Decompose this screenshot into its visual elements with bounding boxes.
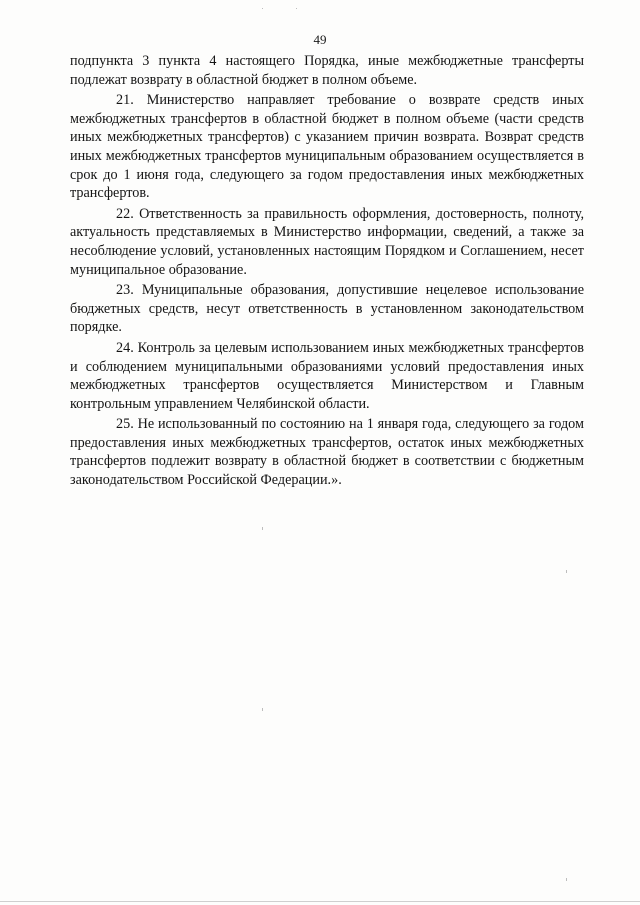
scan-speck: [262, 8, 263, 9]
scan-speck: [566, 570, 567, 573]
paragraph-continuation: подпункта 3 пункта 4 настоящего Порядка, иные межбюджетные трансферты подлежат возврату в областной бюджет в полном объеме.: [70, 53, 584, 88]
paragraph-24: 24. Контроль за целевым использованием иных межбюджетных трансфертов и соблюдением муниципальными образованиями условий предоставления иных межбюджетных трансфертов осуществляется Министерством и Главным контрольным управлением Челябинской области.: [70, 339, 584, 412]
page-number: 49: [313, 32, 327, 47]
scan-edge: [0, 901, 640, 902]
document-body: [70, 52, 584, 492]
paragraph-21: 21. Министерство направляет требование о возврате средств иных межбюджетных трансфертов в областной бюджет в полном объеме (части средств иных межбюджетных трансфертов) с указанием причин возврата. Возврат средств иных межбюджетных трансфертов муниципальным образованием осуществляется в срок до 1 июня года, следующего за годом предоставления иных межбюджетных трансфертов.: [70, 92, 584, 202]
scan-speck: [262, 708, 263, 711]
paragraph-25: 25. Не использованный по состоянию на 1 января года, следующего за годом предоставления иных межбюджетных трансфертов, остаток иных межбюджетных трансфертов подлежит возврату в областной бюджет в соответствии с бюджетным законодательством Российской Федерации.».: [70, 416, 584, 489]
scan-speck: [566, 878, 567, 881]
scan-speck: [296, 8, 297, 9]
paragraph-23: 23. Муниципальные образования, допустившие нецелевое использование бюджетных средств, несут ответственность в установленном законодательством порядке.: [70, 282, 584, 336]
scan-speck: [262, 527, 263, 530]
paragraph-22: 22. Ответственность за правильность оформления, достоверность, полноту, актуальность представляемых в Министерство информации, сведений, а также за несоблюдение условий, установленных настоящим Порядком и Соглашением, несет муниципальное образование.: [70, 205, 584, 278]
